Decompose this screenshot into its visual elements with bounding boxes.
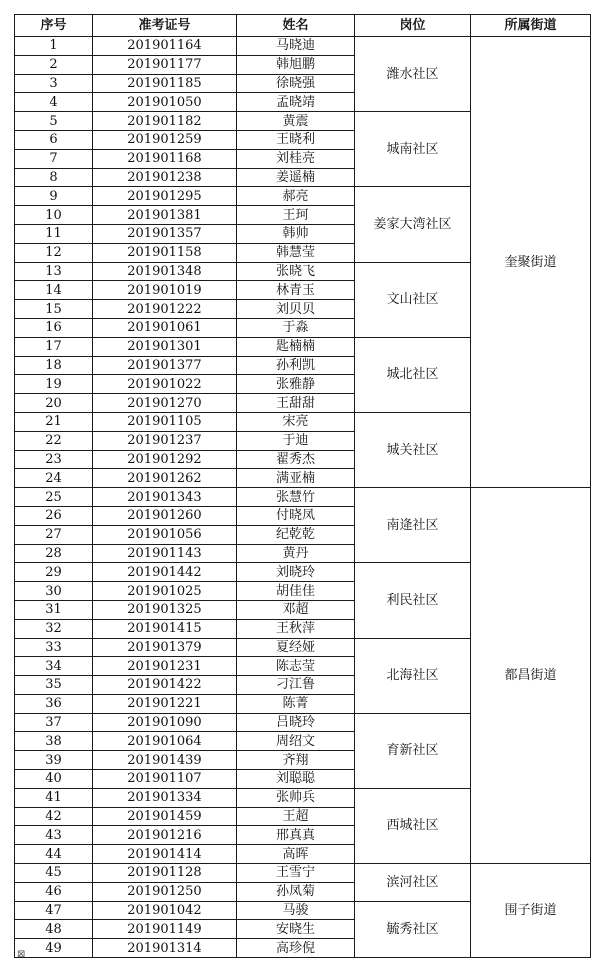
exam-id-cell: 201901056	[93, 525, 237, 544]
table-row	[15, 37, 591, 56]
serial-cell: 4	[15, 93, 93, 112]
serial-cell: 13	[15, 262, 93, 281]
serial-cell: 32	[15, 619, 93, 638]
name-cell: 张雅静	[237, 375, 355, 394]
name-cell: 陈志莹	[237, 657, 355, 676]
header-name: 姓名	[237, 15, 355, 37]
name-cell: 刘桂亮	[237, 149, 355, 168]
name-cell: 匙楠楠	[237, 337, 355, 356]
serial-cell: 26	[15, 506, 93, 525]
name-cell: 吕晓玲	[237, 713, 355, 732]
serial-cell: 8	[15, 168, 93, 187]
serial-cell: 6	[15, 130, 93, 149]
exam-id-cell: 201901177	[93, 55, 237, 74]
exam-id-cell: 201901107	[93, 770, 237, 789]
exam-id-cell: 201901221	[93, 694, 237, 713]
serial-cell: 34	[15, 657, 93, 676]
serial-cell: 48	[15, 920, 93, 939]
serial-cell: 36	[15, 694, 93, 713]
serial-cell: 5	[15, 112, 93, 131]
exam-id-cell: 201901143	[93, 544, 237, 563]
document-sheet	[14, 14, 591, 958]
name-cell: 王雪宁	[237, 864, 355, 883]
name-cell: 于迪	[237, 431, 355, 450]
serial-cell: 39	[15, 751, 93, 770]
serial-cell: 14	[15, 281, 93, 300]
serial-cell: 42	[15, 807, 93, 826]
name-cell: 纪乾乾	[237, 525, 355, 544]
exam-id-cell: 201901164	[93, 37, 237, 56]
serial-cell: 10	[15, 206, 93, 225]
exam-id-cell: 201901050	[93, 93, 237, 112]
serial-cell: 30	[15, 582, 93, 601]
exam-id-cell: 201901292	[93, 450, 237, 469]
exam-id-cell: 201901238	[93, 168, 237, 187]
name-cell: 孟晓靖	[237, 93, 355, 112]
serial-cell: 40	[15, 770, 93, 789]
candidate-table	[14, 14, 591, 958]
name-cell: 刘聪聪	[237, 770, 355, 789]
exam-id-cell: 201901025	[93, 582, 237, 601]
name-cell: 徐晓强	[237, 74, 355, 93]
exam-id-cell: 201901357	[93, 224, 237, 243]
exam-id-cell: 201901022	[93, 375, 237, 394]
serial-cell: 7	[15, 149, 93, 168]
exam-id-cell: 201901415	[93, 619, 237, 638]
serial-cell: 27	[15, 525, 93, 544]
name-cell: 高晖	[237, 845, 355, 864]
name-cell: 王珂	[237, 206, 355, 225]
exam-id-cell: 201901019	[93, 281, 237, 300]
name-cell: 孙凤菊	[237, 882, 355, 901]
serial-cell: 15	[15, 300, 93, 319]
serial-cell: 35	[15, 676, 93, 695]
name-cell: 张帅兵	[237, 788, 355, 807]
name-cell: 刘晓玲	[237, 563, 355, 582]
serial-cell: 23	[15, 450, 93, 469]
table-row	[15, 488, 591, 507]
serial-cell: 29	[15, 563, 93, 582]
post-cell: 育新社区	[355, 713, 471, 788]
post-cell: 滨河社区	[355, 864, 471, 902]
post-cell: 潍水社区	[355, 37, 471, 112]
exam-id-cell: 201901231	[93, 657, 237, 676]
table-row	[15, 864, 591, 883]
serial-cell: 21	[15, 412, 93, 431]
name-cell: 孙利凯	[237, 356, 355, 375]
exam-id-cell: 201901168	[93, 149, 237, 168]
name-cell: 满亚楠	[237, 469, 355, 488]
exam-id-cell: 201901061	[93, 318, 237, 337]
serial-cell: 37	[15, 713, 93, 732]
exam-id-cell: 201901348	[93, 262, 237, 281]
name-cell: 周绍文	[237, 732, 355, 751]
street-cell: 奎聚街道	[471, 37, 591, 488]
exam-id-cell: 201901237	[93, 431, 237, 450]
exam-id-cell: 201901301	[93, 337, 237, 356]
name-cell: 马晓迪	[237, 37, 355, 56]
name-cell: 张晓飞	[237, 262, 355, 281]
name-cell: 高珍倪	[237, 939, 355, 958]
name-cell: 马骏	[237, 901, 355, 920]
name-cell: 郝亮	[237, 187, 355, 206]
name-cell: 韩帅	[237, 224, 355, 243]
exam-id-cell: 201901379	[93, 638, 237, 657]
exam-id-cell: 201901250	[93, 882, 237, 901]
name-cell: 胡佳佳	[237, 582, 355, 601]
name-cell: 刘贝贝	[237, 300, 355, 319]
exam-id-cell: 201901439	[93, 751, 237, 770]
exam-id-cell: 201901377	[93, 356, 237, 375]
serial-cell: 9	[15, 187, 93, 206]
serial-cell: 47	[15, 901, 93, 920]
exam-id-cell: 201901259	[93, 130, 237, 149]
post-cell: 城关社区	[355, 412, 471, 487]
corner-mark: ⊠	[17, 949, 26, 960]
exam-id-cell: 201901325	[93, 600, 237, 619]
post-cell: 利民社区	[355, 563, 471, 638]
serial-cell: 33	[15, 638, 93, 657]
serial-cell: 20	[15, 394, 93, 413]
serial-cell: 16	[15, 318, 93, 337]
name-cell: 邓超	[237, 600, 355, 619]
header-exam-id: 准考证号	[93, 15, 237, 37]
serial-cell: 3	[15, 74, 93, 93]
name-cell: 韩旭鹏	[237, 55, 355, 74]
exam-id-cell: 201901222	[93, 300, 237, 319]
post-cell: 城南社区	[355, 112, 471, 187]
name-cell: 王超	[237, 807, 355, 826]
post-cell: 北海社区	[355, 638, 471, 713]
exam-id-cell: 201901295	[93, 187, 237, 206]
serial-cell: 45	[15, 864, 93, 883]
serial-cell: 38	[15, 732, 93, 751]
exam-id-cell: 201901260	[93, 506, 237, 525]
name-cell: 王晓利	[237, 130, 355, 149]
serial-cell: 2	[15, 55, 93, 74]
serial-cell: 46	[15, 882, 93, 901]
serial-cell: 24	[15, 469, 93, 488]
exam-id-cell: 201901128	[93, 864, 237, 883]
name-cell: 王甜甜	[237, 394, 355, 413]
serial-cell: 22	[15, 431, 93, 450]
exam-id-cell: 201901334	[93, 788, 237, 807]
serial-cell: 43	[15, 826, 93, 845]
exam-id-cell: 201901459	[93, 807, 237, 826]
serial-cell: 25	[15, 488, 93, 507]
name-cell: 王秋萍	[237, 619, 355, 638]
serial-cell: 17	[15, 337, 93, 356]
serial-cell: 1	[15, 37, 93, 56]
name-cell: 张慧竹	[237, 488, 355, 507]
header-post: 岗位	[355, 15, 471, 37]
exam-id-cell: 201901149	[93, 920, 237, 939]
serial-cell: 31	[15, 600, 93, 619]
exam-id-cell: 201901216	[93, 826, 237, 845]
name-cell: 宋亮	[237, 412, 355, 431]
serial-cell: 28	[15, 544, 93, 563]
exam-id-cell: 201901442	[93, 563, 237, 582]
name-cell: 翟秀杰	[237, 450, 355, 469]
post-cell: 西城社区	[355, 788, 471, 863]
serial-cell: 18	[15, 356, 93, 375]
post-cell: 姜家大湾社区	[355, 187, 471, 262]
name-cell: 安晓生	[237, 920, 355, 939]
name-cell: 齐翔	[237, 751, 355, 770]
exam-id-cell: 201901105	[93, 412, 237, 431]
name-cell: 陈菁	[237, 694, 355, 713]
exam-id-cell: 201901158	[93, 243, 237, 262]
exam-id-cell: 201901182	[93, 112, 237, 131]
exam-id-cell: 201901381	[93, 206, 237, 225]
name-cell: 林青玉	[237, 281, 355, 300]
serial-cell: 12	[15, 243, 93, 262]
serial-cell: 19	[15, 375, 93, 394]
name-cell: 夏经娅	[237, 638, 355, 657]
post-cell: 城北社区	[355, 337, 471, 412]
serial-cell: 41	[15, 788, 93, 807]
header-serial: 序号	[15, 15, 93, 37]
name-cell: 姜遥楠	[237, 168, 355, 187]
exam-id-cell: 201901422	[93, 676, 237, 695]
street-cell: 围子街道	[471, 864, 591, 958]
exam-id-cell: 201901314	[93, 939, 237, 958]
post-cell: 毓秀社区	[355, 901, 471, 957]
street-cell: 都昌街道	[471, 488, 591, 864]
name-cell: 邢真真	[237, 826, 355, 845]
exam-id-cell: 201901414	[93, 845, 237, 864]
name-cell: 刁江鲁	[237, 676, 355, 695]
table-body	[15, 37, 591, 958]
exam-id-cell: 201901090	[93, 713, 237, 732]
post-cell: 南逄社区	[355, 488, 471, 563]
serial-cell: 11	[15, 224, 93, 243]
exam-id-cell: 201901185	[93, 74, 237, 93]
exam-id-cell: 201901270	[93, 394, 237, 413]
name-cell: 韩慧莹	[237, 243, 355, 262]
post-cell: 文山社区	[355, 262, 471, 337]
exam-id-cell: 201901042	[93, 901, 237, 920]
serial-cell: 49	[15, 939, 93, 958]
exam-id-cell: 201901064	[93, 732, 237, 751]
table-header-row	[15, 15, 591, 37]
serial-cell: 44	[15, 845, 93, 864]
name-cell: 付晓凤	[237, 506, 355, 525]
exam-id-cell: 201901262	[93, 469, 237, 488]
name-cell: 于淼	[237, 318, 355, 337]
name-cell: 黄震	[237, 112, 355, 131]
exam-id-cell: 201901343	[93, 488, 237, 507]
header-street: 所属街道	[471, 15, 591, 37]
name-cell: 黄丹	[237, 544, 355, 563]
